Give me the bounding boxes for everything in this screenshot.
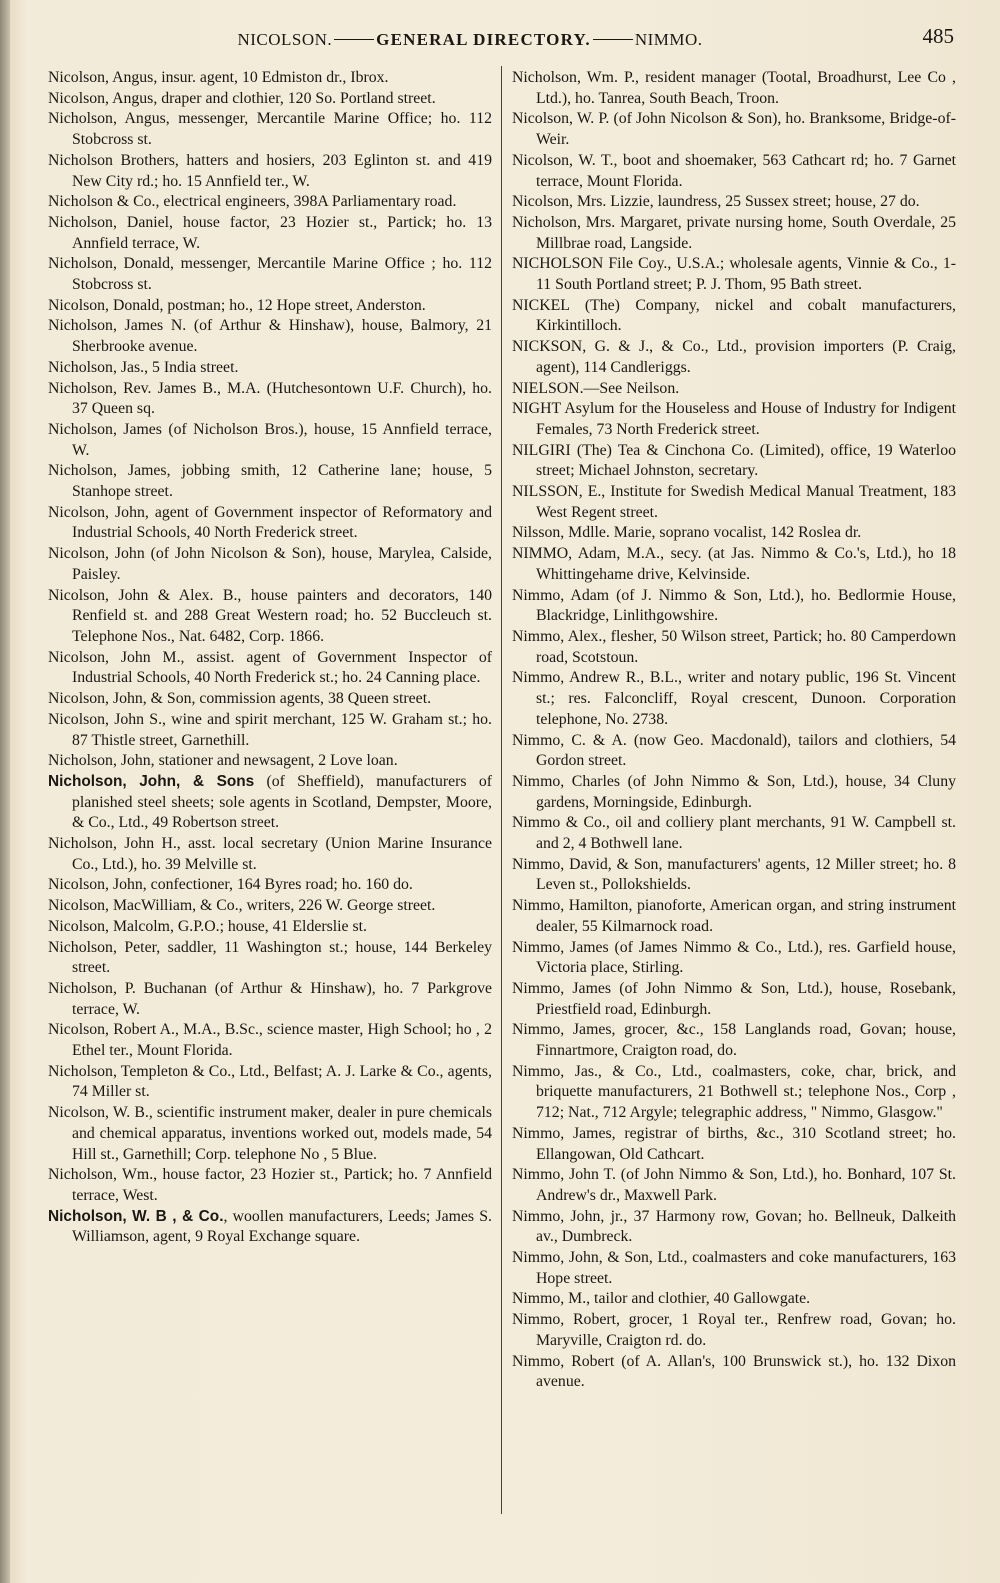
directory-entry — [48, 1207, 492, 1248]
directory-entry: Nimmo, Robert, grocer, 1 Royal ter., Renfrew road, Govan; ho. Maryville, Craigton rd. do. — [512, 1311, 956, 1349]
directory-entry: Nilsson, Mdlle. Marie, soprano vocalist, 142 Roslea dr. — [512, 524, 862, 542]
running-head-left: NICOLSON. — [237, 30, 333, 49]
directory-entry: Nicholson, Mrs. Margaret, private nursing home, South Overdale, 25 Millbrae road, Langside. — [512, 213, 956, 252]
directory-entry: Nimmo, Adam (of J. Nimmo & Son, Ltd.), ho. Bedlormie House, Blackridge, Linlithgowshire. — [512, 586, 956, 625]
directory-entry: Nicolson, John, agent of Government inspector of Reformatory and Industrial Schools, 40 North Frederick street. — [48, 503, 492, 542]
book-spine-edge — [0, 0, 10, 1583]
running-head-title: GENERAL DIRECTORY. — [376, 30, 591, 49]
directory-entry: NICKEL (The) Company, nickel and cobalt manufacturers, Kirkintilloch. — [512, 296, 956, 335]
directory-entry: Nicolson, Angus, insur. agent, 10 Edmiston dr., Ibrox. — [48, 69, 389, 86]
directory-entry: Nicholson, Jas., 5 India street. — [48, 358, 239, 376]
directory-entry: NICHOLSON File Coy., U.S.A.; wholesale agents, Vinnie & Co., 1-11 South Portland street; P. J. Thom, 95 Bath street. — [512, 255, 956, 294]
directory-entry: NIMMO, Adam, M.A., secy. (at Jas. Nimmo & Co.'s, Ltd.), ho 18 Whittingehame drive, Kelvinside. — [512, 545, 956, 583]
directory-entry: Nicholson, Wm., house factor, 23 Hozier st., Partick; ho. 7 Annfield terrace, West. — [48, 1166, 492, 1204]
directory-entry: Nicolson, MacWilliam, & Co., writers, 226 W. George street. — [48, 897, 436, 915]
directory-entry: Nimmo, James (of James Nimmo & Co., Ltd.), res. Garfield house, Victoria place, Stirling. — [512, 938, 956, 977]
header-dash — [593, 39, 633, 40]
entry-bold-name: Nicholson, John, & Sons — [48, 772, 255, 790]
directory-entry: Nicolson, John S., wine and spirit merchant, 125 W. Graham st.; ho. 87 Thistle street, Garnethill. — [48, 710, 492, 749]
directory-entry: Nimmo, Hamilton, pianoforte, American organ, and string instrument dealer, 55 Kilmarnock road. — [512, 897, 956, 935]
directory-entry: Nicolson, John & Alex. B., house painters and decorators, 140 Renfield st. and 288 Great Western road; ho. 52 Buccleuch st. Telephone Nos., Nat. 6482, Corp. 1866. — [48, 586, 492, 645]
directory-entry: NILSSON, E., Institute for Swedish Medical Manual Treatment, 183 West Regent street. — [512, 483, 956, 521]
directory-entry: Nimmo & Co., oil and colliery plant merchants, 91 W. Campbell st. and 2, 4 Bothwell lane. — [512, 814, 956, 853]
page-header — [40, 24, 960, 54]
directory-entry: Nicholson, James, jobbing smith, 12 Catherine lane; house, 5 Stanhope street. — [48, 462, 492, 501]
header-dash — [334, 39, 374, 40]
page-number: 485 — [922, 24, 954, 48]
right-column — [512, 68, 956, 1393]
directory-entry: Nicholson & Co., electrical engineers, 398A Parliamentary road. — [48, 193, 457, 211]
left-column — [48, 68, 492, 1248]
directory-entry: Nicholson, P. Buchanan (of Arthur & Hinshaw), ho. 7 Parkgrove terrace, W. — [48, 979, 492, 1018]
directory-entry: Nicholson, James N. (of Arthur & Hinshaw), house, Balmory, 21 Sherbrooke avenue. — [48, 317, 492, 356]
directory-entry: Nicholson, Rev. James B., M.A. (Hutchesontown U.F. Church), ho. 37 Queen sq. — [48, 379, 492, 418]
directory-entry: Nicolson, W. P. (of John Nicolson & Son), ho. Branksome, Bridge-of-Weir. — [512, 110, 956, 149]
directory-entry: Nicolson, Mrs. Lizzie, laundress, 25 Sussex street; house, 27 do. — [512, 193, 920, 211]
directory-entry: Nimmo, M., tailor and clothier, 40 Gallowgate. — [512, 1290, 811, 1308]
running-head-right: NIMMO. — [634, 30, 703, 49]
running-head — [40, 30, 900, 50]
directory-entry: Nicholson, James (of Nicholson Bros.), house, 15 Annfield terrace, W. — [48, 420, 492, 459]
directory-entry: Nimmo, Charles (of John Nimmo & Son, Ltd.), house, 34 Cluny gardens, Morningside, Edinburgh. — [512, 772, 956, 811]
directory-entry: Nimmo, David, & Son, manufacturers' agents, 12 Miller street; ho. 8 Leven st., Pollokshields. — [512, 855, 956, 894]
directory-entry: Nicholson, John, stationer and newsagent, 2 Love loan. — [48, 752, 398, 770]
directory-entry: Nicolson, John (of John Nicolson & Son), house, Marylea, Calside, Paisley. — [48, 545, 492, 583]
directory-entry: Nicolson, W. T., boot and shoemaker, 563 Cathcart rd; ho. 7 Garnet terrace, Mount Florida. — [512, 151, 956, 190]
directory-entry: Nicolson, Donald, postman; ho., 12 Hope street, Anderston. — [48, 296, 426, 314]
directory-entry: Nicolson, Robert A., M.A., B.Sc., science master, High School; ho , 2 Ethel ter., Mount Florida. — [48, 1021, 492, 1060]
directory-entry: Nicholson, Peter, saddler, 11 Washington st.; house, 144 Berkeley street. — [48, 938, 492, 977]
directory-entry: NIELSON.—See Neilson. — [512, 379, 680, 397]
directory-entry: NICKSON, G. & J., & Co., Ltd., provision importers (P. Craig, agent), 114 Candleriggs. — [512, 338, 956, 376]
directory-entry: Nimmo, John, & Son, Ltd., coalmasters and coke manufacturers, 163 Hope street. — [512, 1249, 956, 1287]
directory-entry: Nimmo, John T. (of John Nimmo & Son, Ltd.), ho. Bonhard, 107 St. Andrew's dr., Maxwell Park. — [512, 1166, 956, 1204]
column-divider — [501, 66, 502, 1514]
directory-entry: Nicholson, Daniel, house factor, 23 Hozier st., Partick; ho. 13 Annfield terrace, W. — [48, 213, 492, 252]
directory-entry: Nicolson, John M., assist. agent of Government Inspector of Industrial Schools, 40 North Frederick st.; ho. 24 Canning place. — [48, 648, 492, 687]
directory-entry: Nicolson, W. B., scientific instrument maker, dealer in pure chemicals and chemical apparatus, inventions worked out, models made, 54 Hill st., Garnethill; Corp. telephone No , 5 Blue. — [48, 1104, 492, 1163]
directory-entry: Nicolson, John, confectioner, 164 Byres road; ho. 160 do. — [48, 876, 413, 894]
directory-entry: Nicholson, John H., asst. local secretary (Union Marine Insurance Co., Ltd.), ho. 39 Melville st. — [48, 835, 492, 873]
directory-entry: Nicholson, Donald, messenger, Mercantile Marine Office ; ho. 112 Stobcross st. — [48, 255, 492, 294]
entry-bold-name: Nicholson, W. B , & Co. — [48, 1207, 224, 1225]
entry-text: (of Sheffield), manufacturers of planished steel sheets; sole agents in Scotland, Dempster, Moore, & Co., Ltd., 49 Robertson street. — [72, 772, 492, 832]
directory-entry: Nicholson, Wm. P., resident manager (Tootal, Broadhurst, Lee Co , Ltd.), ho. Tanrea, South Beach, Troon. — [512, 69, 956, 107]
directory-entry: Nimmo, James, grocer, &c., 158 Langlands road, Govan; house, Finnartmore, Craigton road, do. — [512, 1021, 956, 1060]
directory-entry: NILGIRI (The) Tea & Cinchona Co. (Limited), office, 19 Waterloo street; Michael Johnston, secretary. — [512, 441, 956, 480]
entry-text: , woollen manufacturers, Leeds; James S. Williamson, agent, 9 Royal Exchange square. — [72, 1207, 492, 1246]
directory-entry: NIGHT Asylum for the Houseless and House of Industry for Indigent Females, 73 North Frederick street. — [512, 400, 956, 438]
directory-entry: Nimmo, Alex., flesher, 50 Wilson street, Partick; ho. 80 Camperdown road, Scotstoun. — [512, 627, 956, 666]
directory-entry: Nimmo, John, jr., 37 Harmony row, Govan; ho. Bellneuk, Dalkeith av., Dumbreck. — [512, 1207, 956, 1246]
directory-entry: Nimmo, James (of John Nimmo & Son, Ltd.), house, Rosebank, Priestfield road, Edinburgh. — [512, 979, 956, 1018]
directory-entry: Nimmo, Andrew R., B.L., writer and notary public, 196 St. Vincent st.; res. Falconcliff, Royal crescent, Dunoon. Corporation telephone, No. 2738. — [512, 669, 956, 728]
directory-entry: Nicolson, John, & Son, commission agents, 38 Queen street. — [48, 690, 432, 708]
directory-entry: Nimmo, C. & A. (now Geo. Macdonald), tailors and clothiers, 54 Gordon street. — [512, 731, 956, 770]
directory-entry: Nicholson, Angus, messenger, Mercantile Marine Office; ho. 112 Stobcross st. — [48, 110, 492, 149]
directory-entry: Nimmo, James, registrar of births, &c., 310 Scotland street; ho. Ellangowan, Old Cathcart. — [512, 1124, 956, 1163]
directory-entry: Nicolson, Angus, draper and clothier, 120 So. Portland street. — [48, 89, 436, 107]
directory-entry — [48, 772, 492, 834]
directory-entry: Nimmo, Robert (of A. Allan's, 100 Brunswick st.), ho. 132 Dixon avenue. — [512, 1352, 956, 1391]
directory-entry: Nicholson, Templeton & Co., Ltd., Belfast; A. J. Larke & Co., agents, 74 Miller st. — [48, 1062, 492, 1101]
directory-entry: Nicholson Brothers, hatters and hosiers, 203 Eglinton st. and 419 New City rd.; ho. 15 Annfield ter., W. — [48, 151, 492, 190]
directory-entry: Nicolson, Malcolm, G.P.O.; house, 41 Elderslie st. — [48, 917, 367, 935]
directory-entry: Nimmo, Jas., & Co., Ltd., coalmasters, coke, char, brick, and briquette manufacturers, 21 Bothwell st.; telephone Nos., Corp , 712; Nat., 712 Argyle; telegraphic address, " Nimmo, Glasgow." — [512, 1062, 956, 1122]
